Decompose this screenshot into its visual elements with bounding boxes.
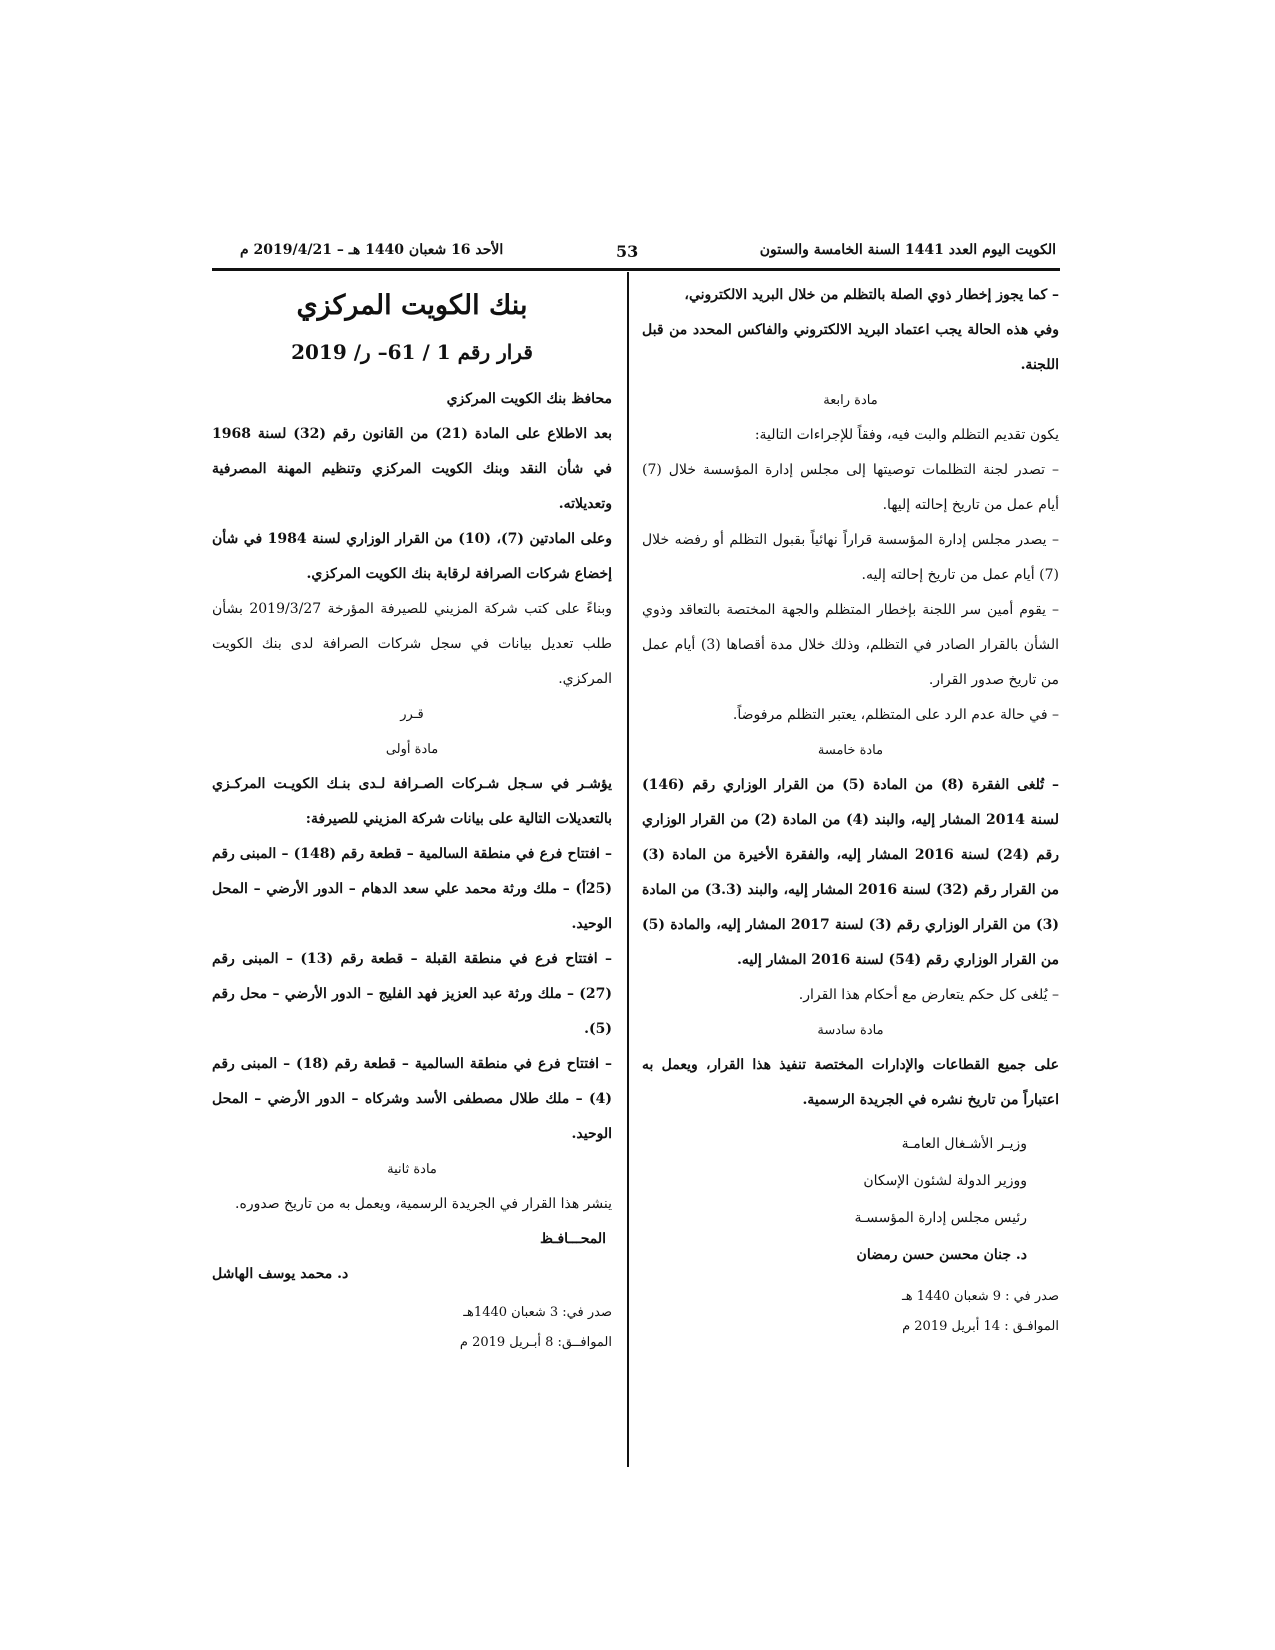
issuer: محافظ بنك الكويت المركزي (446, 391, 612, 407)
page-header (212, 240, 1060, 271)
article-heading: مادة ثانية (387, 1162, 437, 1177)
article-paragraph: يكون تقديم التظلم والبت فيه، وفقاً للإجراءات التالية: (754, 427, 1059, 443)
decided-heading: قـرر (400, 707, 424, 722)
signatory-name: د. جنان محسن حسن رمضان (856, 1247, 1027, 1263)
resolution-title: قرار رقم 1 / 61– ر/ 2019 (291, 340, 533, 364)
gazette-issue-info: الكويت اليوم العدد 1441 السنة الخامسة والستون (759, 242, 1056, 258)
article-item: – افتتاح فرع في منطقة السالمية – قطعة رقم (148) – المبنى رقم (25أ) – ملك ورثة محمد علي سعد الدهام – الدور الأرضي – المحل الوحيد. (212, 846, 612, 932)
issue-date-hijri: صدر في: 3 شعبان 1440هـ (463, 1305, 612, 1320)
preamble-paragraph: وعلى المادتين (7)، (10) من القرار الوزاري لسنة 1984 في شأن إخضاع شركات الصرافة لرقابة بنك الكويت المركزي. (212, 531, 612, 582)
article-heading: مادة أولى (385, 742, 439, 757)
article-paragraph: يؤشـر في سـجل شـركات الصـرافة لـدى بنـك الكويـت المركـزي بالتعديلات التالية على بيانات شركة المزيني للصيرفة: (212, 776, 612, 827)
article-paragraph: على جميع القطاعات والإدارات المختصة تنفيذ هذا القرار، ويعمل به اعتباراً من تاريخ نشره في الجريدة الرسمية. (642, 1057, 1059, 1108)
column-divider (627, 272, 629, 1467)
article-paragraph: ينشر هذا القرار في الجريدة الرسمية، ويعمل به من تاريخ صدوره. (235, 1196, 612, 1212)
issue-date-gregorian: الموافـق : 14 أبريل 2019 م (902, 1319, 1059, 1334)
left-column (212, 278, 612, 1358)
article-item: – افتتاح فرع في منطقة القبلة – قطعة رقم (13) – المبنى رقم (27) – ملك ورثة عبد العزيز فهد الفليج – الدور الأرضي – محل رقم (5). (212, 951, 612, 1037)
issue-date-gregorian: الموافــق: 8 أبـريل 2019 م (459, 1335, 612, 1350)
signatory-title: وزيـر الأشـغال العامـة (901, 1136, 1027, 1152)
preamble-paragraph: وبناءً على كتب شركة المزيني للصيرفة المؤرخة 2019/3/27 بشأن طلب تعديل بيانات في سجل شركات الصرافة لدى بنك الكويت المركزي. (212, 601, 612, 687)
right-column (642, 278, 1059, 1342)
article-heading: مادة رابعة (823, 393, 878, 408)
signatory-title: رئيس مجلس إدارة المؤسسـة (854, 1210, 1027, 1226)
article-paragraph: – يُلغى كل حكم يتعارض مع أحكام هذا القرار. (798, 987, 1059, 1003)
intro-line: – كما يجوز إخطار ذوي الصلة بالتظلم من خلال البريد الالكتروني، (684, 287, 1059, 303)
issue-date-hijri: صدر في : 9 شعبان 1440 هـ (902, 1289, 1059, 1304)
article-paragraph: – تُلغى الفقرة (8) من المادة (5) من القرار الوزاري رقم (146) لسنة 2014 المشار إليه، والبند (4) من المادة (2) من القرار الوزاري رقم (24) لسنة 2016 المشار إليه، والفقرة الأخيرة من المادة (3) من القرار رقم (32) لسنة 2016 المشار إليه، والبند (3.3) من المادة (3) من القرار الوزاري رقم (3) لسنة 2017 المشار إليه، والمادة (5) من القرار الوزاري رقم (54) لسنة 2016 المشار إليه. (642, 777, 1059, 968)
article-paragraph: – يقوم أمين سر اللجنة بإخطار المتظلم والجهة المختصة بالتعاقد وذوي الشأن بالقرار الصادر في التظلم، وذلك خلال مدة أقصاها (3) أيام عمل من تاريخ صدور القرار. (642, 602, 1059, 688)
signer-name: د. محمد يوسف الهاشل (212, 1266, 349, 1282)
article-paragraph: – يصدر مجلس إدارة المؤسسة قراراً نهائياً بقبول التظلم أو رفضه خلال (7) أيام عمل من تاريخ إحالته إليه. (642, 532, 1059, 583)
article-heading: مادة سادسة (817, 1023, 884, 1038)
article-heading: مادة خامسة (817, 743, 884, 758)
signatory-title: ووزير الدولة لشئون الإسكان (863, 1173, 1027, 1189)
page-number: 53 (616, 242, 639, 261)
article-paragraph: – تصدر لجنة التظلمات توصيتها إلى مجلس إدارة المؤسسة خلال (7) أيام عمل من تاريخ إحالته إليها. (642, 462, 1059, 513)
publication-date: الأحد 16 شعبان 1440 هـ – 2019/4/21 م (240, 242, 504, 258)
preamble-paragraph: بعد الاطلاع على المادة (21) من القانون رقم (32) لسنة 1968 في شأن النقد وبنك الكويت المركزي وتنظيم المهنة المصرفية وتعديلاته. (212, 426, 612, 512)
intro-line: وفي هذه الحالة يجب اعتماد البريد الالكتروني والفاكس المحدد من قبل اللجنة. (642, 322, 1059, 373)
signer-title: المحـــافـظ (540, 1231, 606, 1247)
organization-title: بنك الكويت المركزي (296, 290, 528, 321)
article-item: – افتتاح فرع في منطقة السالمية – قطعة رقم (18) – المبنى رقم (4) – ملك طلال مصطفى الأسد وشركاه – الدور الأرضي – المحل الوحيد. (212, 1056, 612, 1142)
article-paragraph: – في حالة عدم الرد على المتظلم، يعتبر التظلم مرفوضاً. (732, 707, 1059, 723)
